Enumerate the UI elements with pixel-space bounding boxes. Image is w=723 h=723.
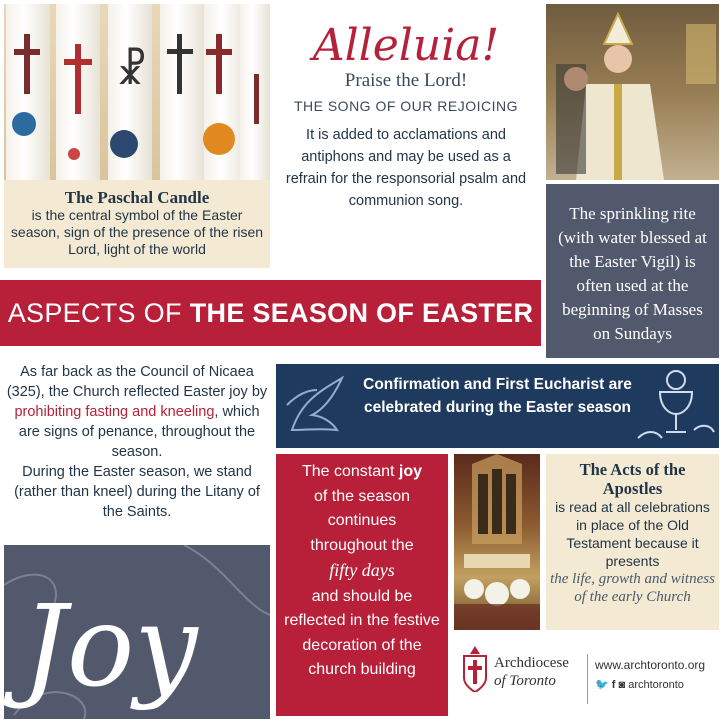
website-link[interactable]: www.archtoronto.org <box>595 658 706 672</box>
paschal-candle-panel <box>4 180 270 268</box>
banner-bold-text: THE SEASON OF EASTER <box>189 297 534 328</box>
joy-bold: joy <box>398 463 423 480</box>
banner-light-text: ASPECTS OF <box>7 297 182 328</box>
archdiocese-name <box>494 654 586 690</box>
sprinkling-rite-panel <box>546 184 719 358</box>
joy-text-2: of the season continues throughout the <box>310 487 414 554</box>
org-line-1: Archdiocese <box>494 655 569 671</box>
joy-graphic-text: Joy <box>22 582 198 712</box>
nicaea-text-1: As far back as the Council of Nicaea (325), the Church reflected Easter joy by <box>6 364 268 400</box>
paschal-candle-body: is the central symbol of the Easter season, sign of the presence of the risen Lord, light of the world <box>10 207 264 257</box>
acts-italic: the life, growth and witness of the early Church <box>550 571 715 605</box>
joy-text-3: and should be reflected in the festive decoration of the church building <box>284 587 440 678</box>
acts-body: is read at all celebrations in place of the Old Testament because it presents <box>555 499 710 569</box>
paschal-candles-photo <box>4 4 270 180</box>
twitter-icon[interactable]: 🐦 <box>595 679 609 691</box>
confirmation-text: Confirmation and First Eucharist are celebrated during the Easter season <box>363 376 632 416</box>
alleluia-title: Alleluia! <box>312 20 500 71</box>
joy-panel <box>276 454 448 716</box>
instagram-icon[interactable]: ◙ <box>618 679 626 691</box>
church-interior-photo <box>454 454 540 630</box>
acts-title: The Acts of the Apostles <box>579 460 686 498</box>
social-handle[interactable]: archtoronto <box>628 679 684 691</box>
bishop-photo <box>546 4 719 180</box>
alleluia-subtitle: Praise the Lord! <box>344 70 468 91</box>
nicaea-text-2: , which are signs of penance, throughout the season. <box>18 404 260 460</box>
chalice-icon <box>636 368 716 444</box>
footer <box>454 636 719 719</box>
facebook-icon[interactable]: f <box>611 679 616 691</box>
alleluia-heading: THE SONG OF OUR REJOICING <box>293 98 519 114</box>
season-banner <box>0 280 541 346</box>
nicaea-highlight: prohibiting fasting and kneeling <box>14 404 215 420</box>
confirmation-panel <box>276 364 719 448</box>
acts-panel <box>546 454 719 630</box>
footer-divider <box>587 654 588 704</box>
nicaea-panel <box>4 362 270 538</box>
nicaea-text-3: During the Easter season, we stand (rather than kneel) during the Litany of the Saints. <box>14 464 260 520</box>
joy-italic: fifty days <box>329 560 395 580</box>
joy-text-1: The constant <box>301 463 395 480</box>
sprinkling-rite-text: The sprinkling rite (with water blessed at the Easter Vigil) is often used at the beginning of Masses on Sundays <box>558 204 707 343</box>
archdiocese-crest-icon <box>460 646 490 692</box>
alleluia-panel <box>270 4 542 268</box>
alleluia-body: It is added to acclamations and antiphons and may be used as a refrain for the responsorial psalm and communion song. <box>285 127 527 209</box>
dove-icon <box>282 370 352 442</box>
joy-graphic <box>4 545 270 719</box>
svg-text:☧: ☧ <box>116 48 148 94</box>
org-line-2: of Toronto <box>494 673 556 689</box>
paschal-candle-title: The Paschal Candle <box>64 188 210 207</box>
social-row[interactable] <box>595 678 684 691</box>
